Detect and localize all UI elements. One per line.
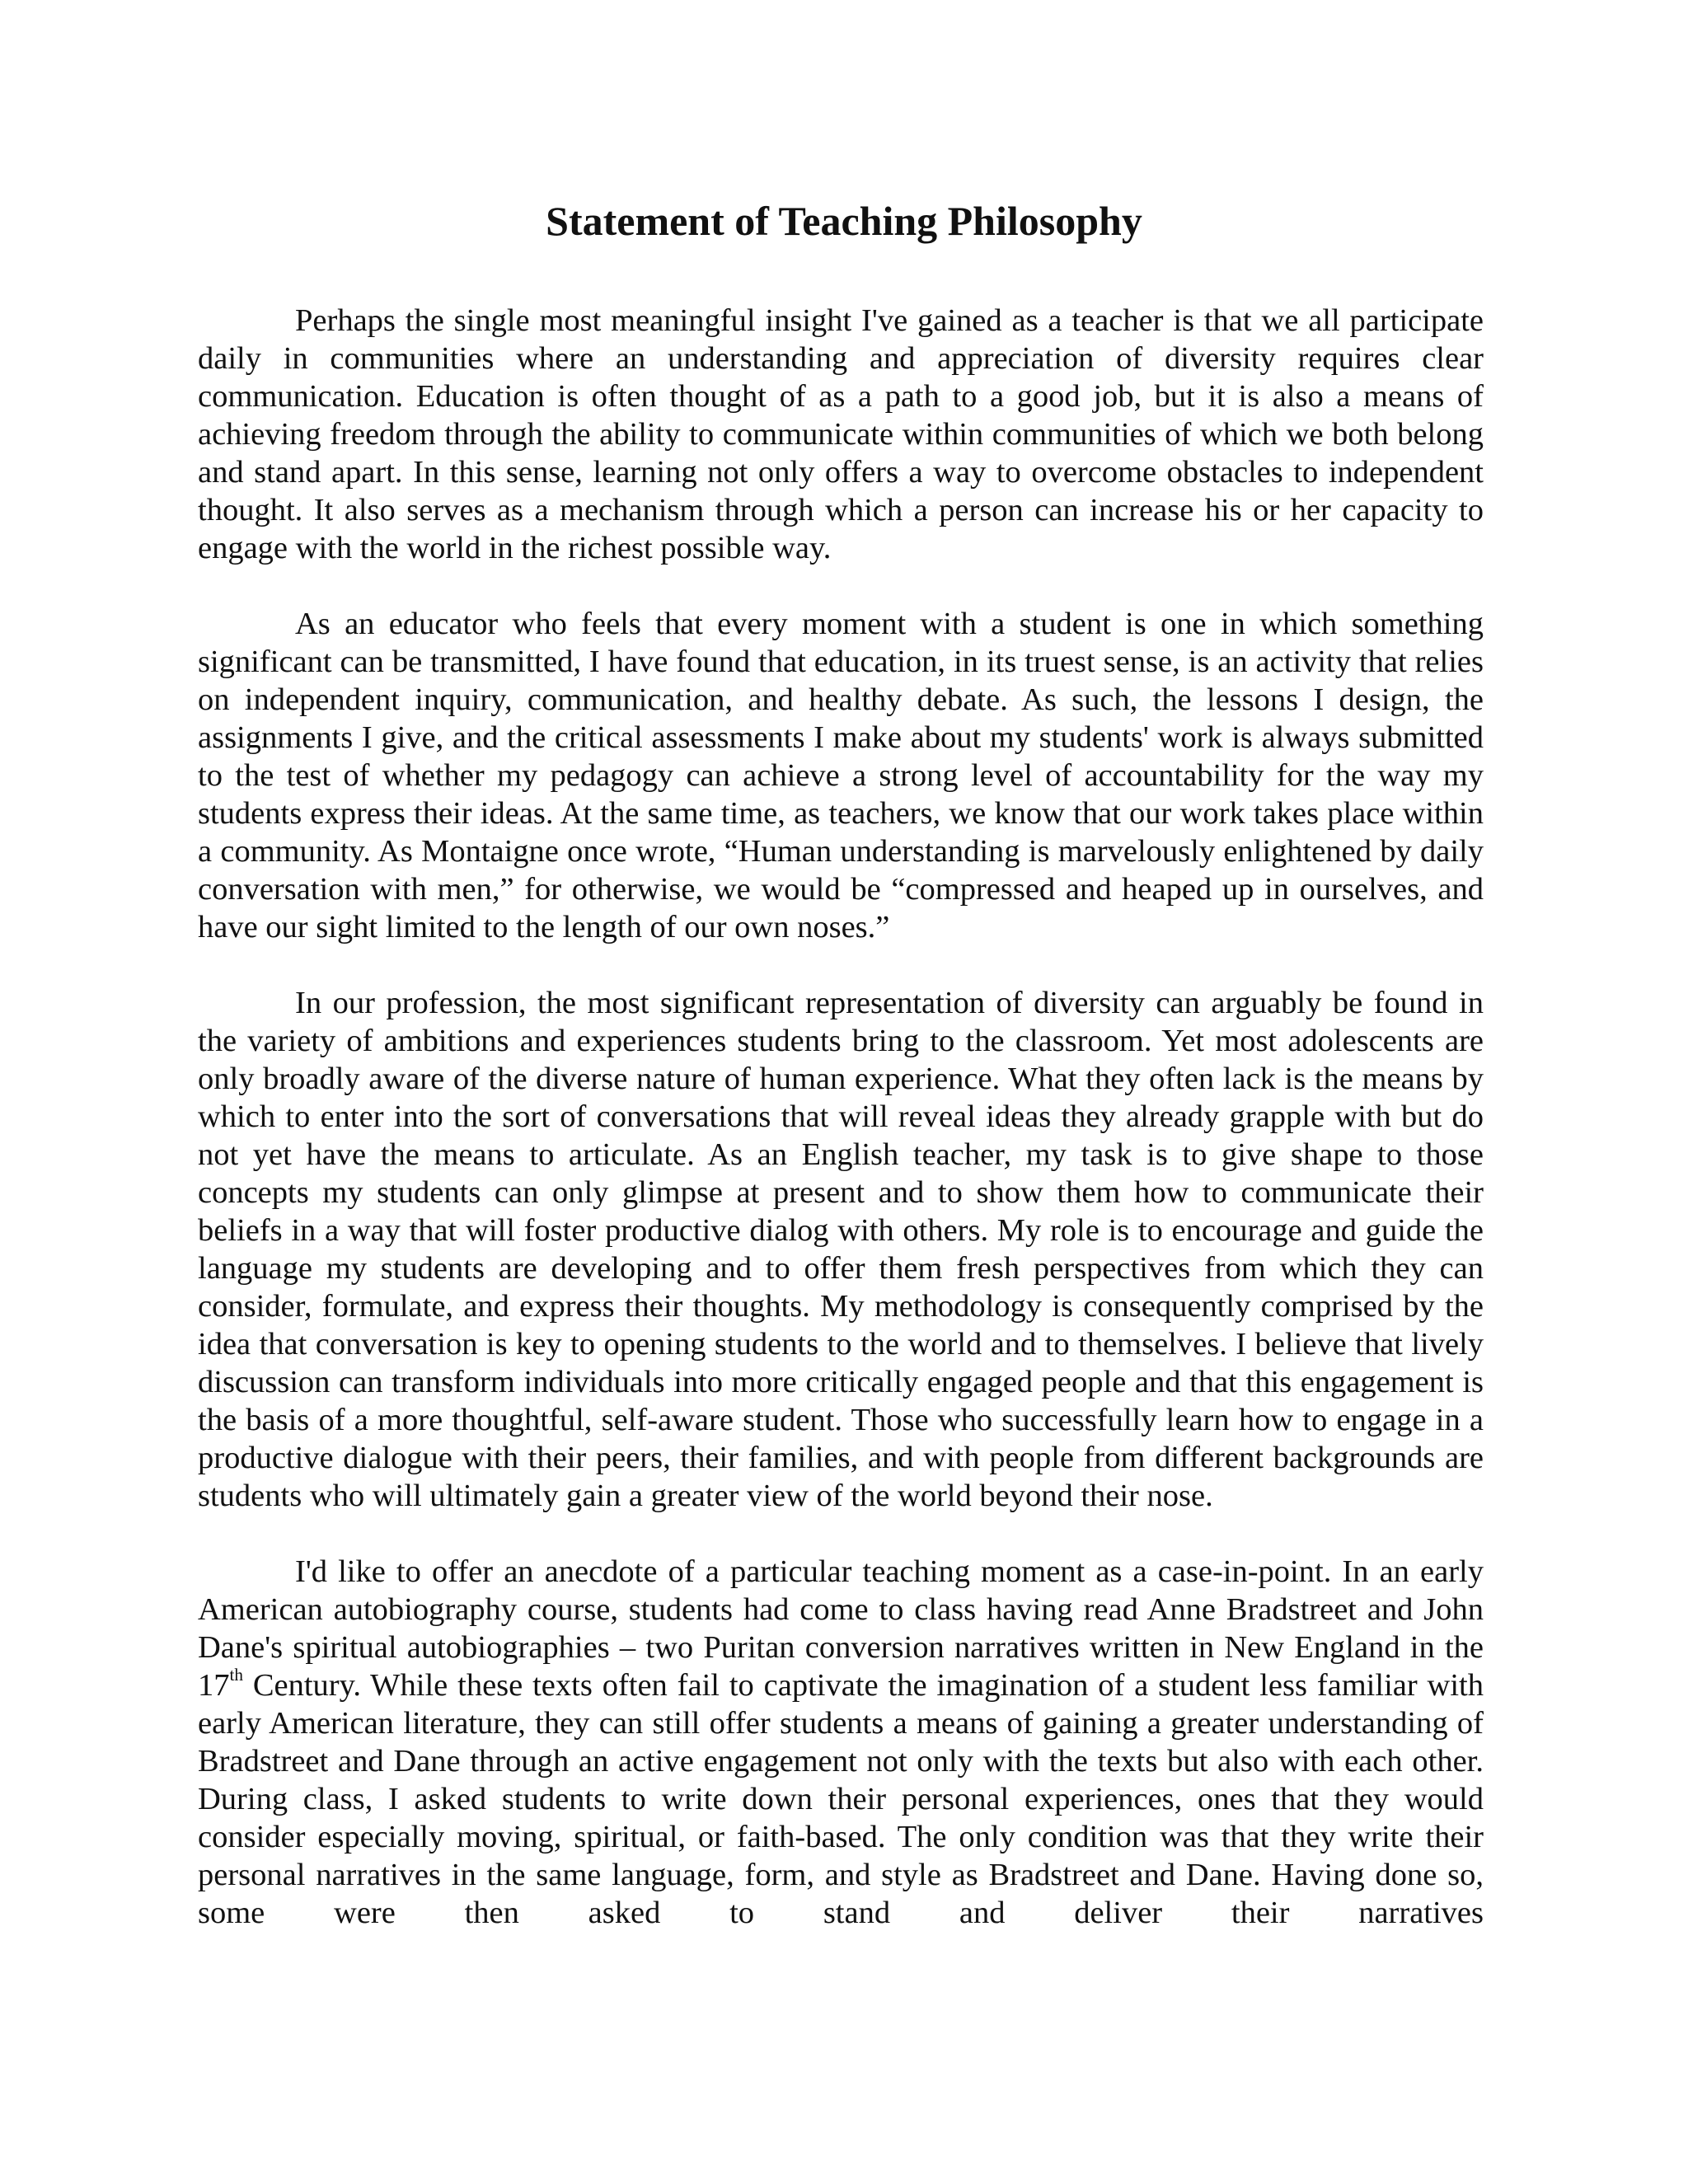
ordinal-superscript: th <box>229 1665 243 1685</box>
paragraph-4-text-start: I'd like to offer an anecdote of a particular teaching moment as a case-in-point. In an early American autobiography course, students had come to class having read Anne Bradstreet and John Dane's spiritual autobiographies – two Puritan conversion narratives written in New England in the 17 <box>198 1554 1484 1703</box>
document-title: Statement of Teaching Philosophy <box>546 198 1142 244</box>
paragraph-2: As an educator who feels that every moment with a student is one in which something significant can be transmitted, I have found that education, in its truest sense, is an activity that relies on independent inquiry, communication, and healthy debate. As such, the lessons I design, the assignments I give, and the critical assessments I make about my students' work is always submitted to the test of whether my pedagogy can achieve a strong level of accountability for the way my students express their ideas. At the same time, as teachers, we know that our work takes place within a community. As Montaigne once wrote, “Human understanding is marvelously enlightened by daily conversation with men,” for otherwise, we would be “compressed and heaped up in ourselves, and have our sight limited to the length of our own noses.” <box>198 607 1484 944</box>
document-body <box>198 302 1484 1970</box>
paragraph-3: In our profession, the most significant representation of diversity can arguably be found in the variety of ambitions and experiences students bring to the classroom. Yet most adolescents are only broadly aware of the diverse nature of human experience. What they often lack is the means by which to enter into the sort of conversations that will reveal ideas they already grapple with but do not yet have the means to articulate. As an English teacher, my task is to give shape to those concepts my students can only glimpse at present and to show them how to communicate their beliefs in a way that will foster productive dialog with others. My role is to encourage and guide the language my students are developing and to offer them fresh perspectives from which they can consider, formulate, and express their thoughts. My methodology is consequently comprised by the idea that conversation is key to opening students to the world and to themselves. I believe that lively discussion can transform individuals into more critically engaged people and that this engagement is the basis of a more thoughtful, self-aware student. Those who successfully learn how to engage in a productive dialogue with their peers, their families, and with people from different backgrounds are students who will ultimately gain a greater view of the world beyond their nose. <box>198 986 1484 1513</box>
paragraph-4-text-end: Century. While these texts often fail to captivate the imagination of a student less familiar with early American literature, they can still offer students a means of gaining a greater understanding of Bradstreet and Dane through an active engagement not only with the texts but also with each other. During class, I asked students to write down their personal experiences, ones that they would consider especially moving, spiritual, or faith-based. The only condition was that they write their personal narratives in the same language, form, and style as Bradstreet and Dane. Having done so, some were then asked to stand and deliver their narratives <box>198 1668 1484 1930</box>
paragraph-4 <box>198 1553 1484 1932</box>
paragraph-1: Perhaps the single most meaningful insight I've gained as a teacher is that we all participate daily in communities where an understanding and appreciation of diversity requires clear communication. Education is often thought of as a path to a good job, but it is also a means of achieving freedom through the ability to communicate within communities of which we both belong and stand apart. In this sense, learning not only offers a way to overcome obstacles to independent thought. It also serves as a mechanism through which a person can increase his or her capacity to engage with the world in the richest possible way. <box>198 303 1484 565</box>
